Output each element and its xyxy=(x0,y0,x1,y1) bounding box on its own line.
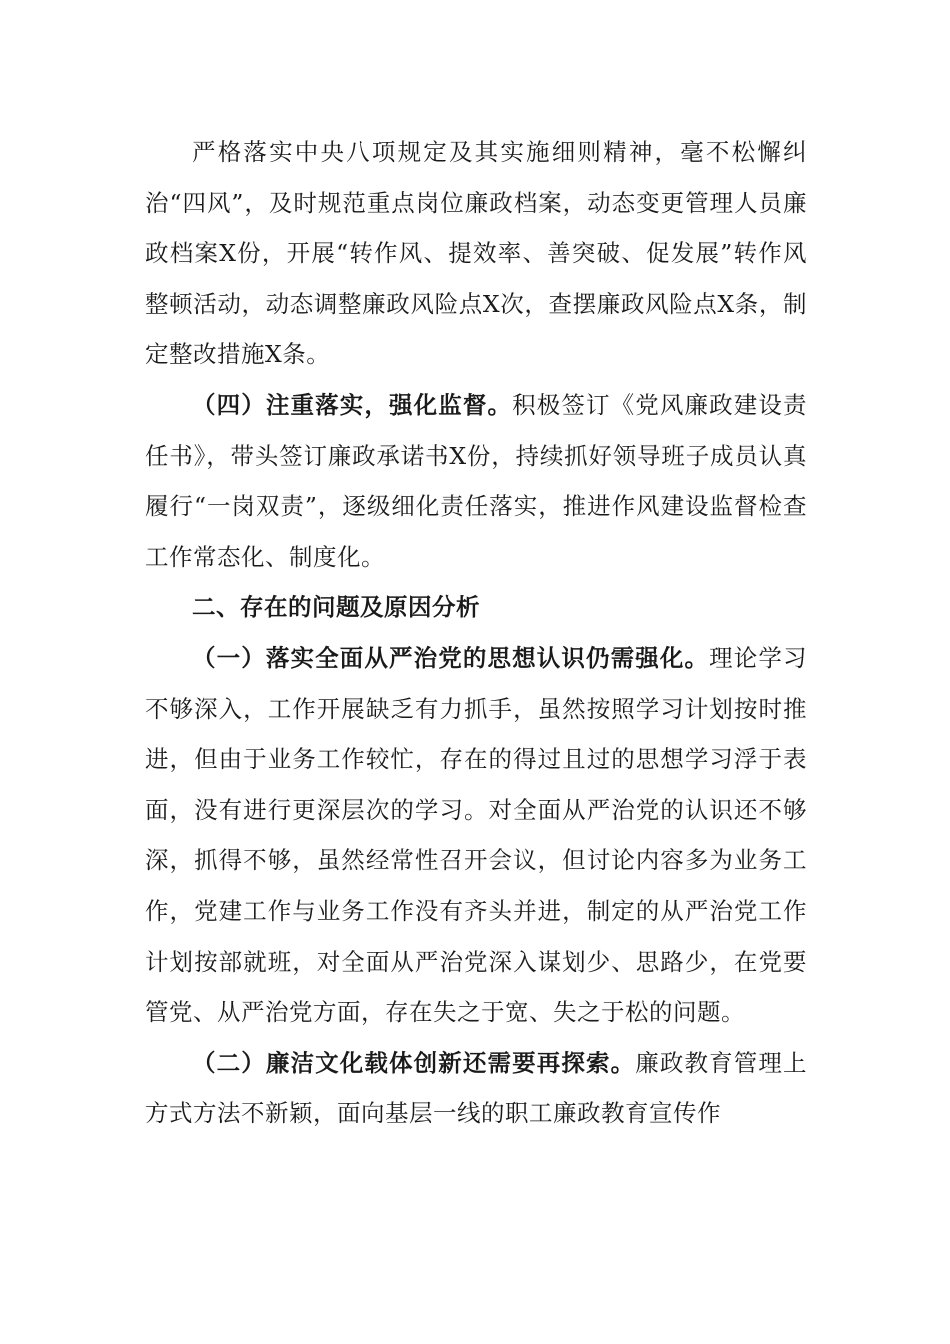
paragraph-lead: （一）落实全面从严治党的思想认识仍需强化。 xyxy=(192,643,710,672)
paragraph-text: 严格落实中央八项规定及其实施细则精神，毫不松懈纠治“四风”，及时规范重点岗位廉政档案，动态变更管理人员廉政档案X份，开展“转作风、提效率、善突破、促发展”转作风整顿活动，动态调整廉政风险点X次，查摆廉政风险点X条，制定整改措施X条。 xyxy=(145,138,807,369)
paragraph-text: 理论学习不够深入，工作开展缺乏有力抓手，虽然按照学习计划按时推进，但由于业务工作较忙，存在的得过且过的思想学习浮于表面，没有进行更深层次的学习。对全面从严治党的认识还不够深，抓得不够，虽然经常性召开会议，但讨论内容多为业务工作，党建工作与业务工作没有齐头并进，制定的从严治党工作计划按部就班，对全面从严治党深入谋划少、思路少，在党要管党、从严治党方面，存在失之于宽、失之于松的问题。 xyxy=(145,643,807,1027)
paragraph-ideological-awareness xyxy=(145,633,807,1038)
paragraph-lead: （二）廉洁文化载体创新还需要再探索。 xyxy=(192,1048,636,1077)
paragraph-text: 积极签订《党风廉政建设责任书》，带头签订廉政承诺书X份，持续抓好领导班子成员认真履行“一岗双责”，逐级细化责任落实，推进作风建设监督检查工作常态化、制度化。 xyxy=(145,390,807,571)
paragraph-integrity-culture xyxy=(145,1038,807,1139)
paragraph-four-winds xyxy=(145,127,807,380)
paragraph-lead: （四）注重落实，强化监督。 xyxy=(192,390,513,419)
section-heading: 二、存在的问题及原因分析 xyxy=(192,593,480,622)
paragraph-supervision xyxy=(145,380,807,582)
paragraph-text: 廉政教育管理上方式方法不新颖，面向基层一线的职工廉政教育宣传作 xyxy=(145,1048,807,1128)
document-body xyxy=(145,127,807,1139)
